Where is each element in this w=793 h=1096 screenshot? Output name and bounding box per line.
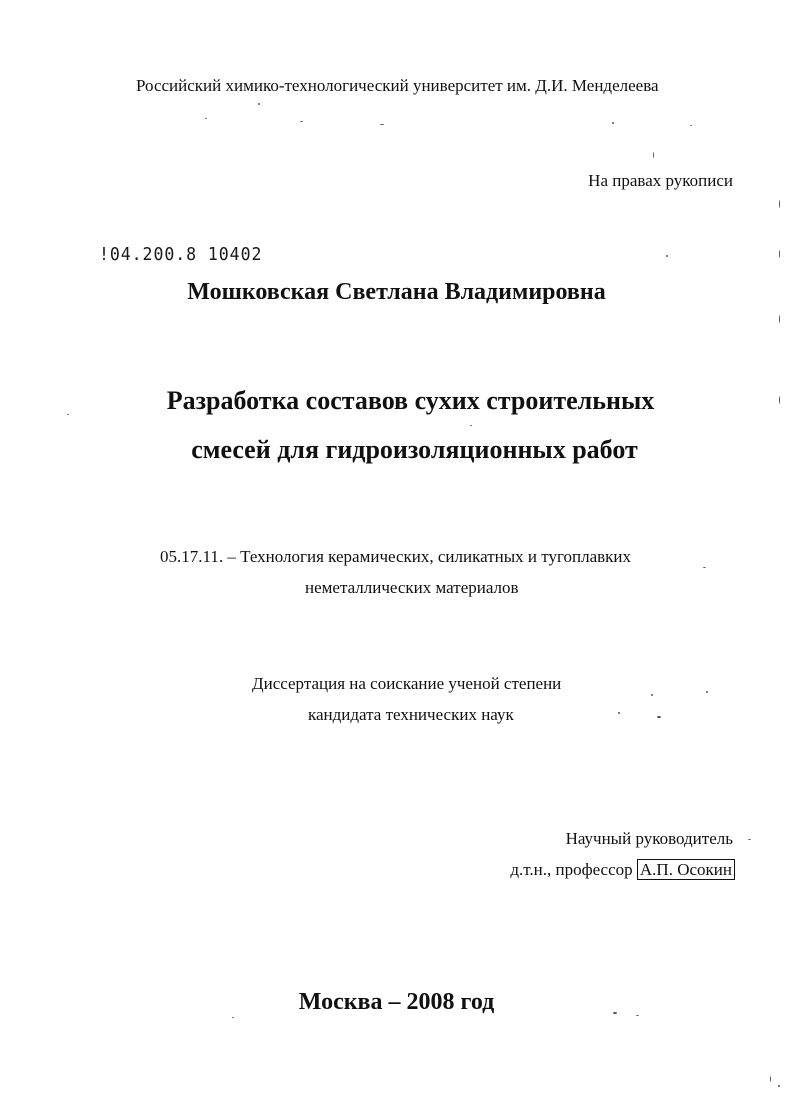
scan-speck — [690, 125, 692, 126]
scan-speck — [666, 255, 668, 257]
scan-speck — [779, 396, 780, 404]
scan-speck — [778, 1085, 780, 1087]
dissertation-title-line-1: Разработка составов сухих строительных — [166, 386, 655, 415]
supervisor-label: Научный руководитель — [565, 829, 733, 848]
scan-speck — [380, 124, 384, 125]
city-year: Москва – 2008 год — [298, 989, 495, 1015]
dissertation-type-line-1: Диссертация на соискание ученой степени — [252, 674, 562, 693]
dissertation-type-line-2: кандидата технических наук — [308, 705, 514, 724]
scan-speck — [67, 414, 69, 415]
specialty-code-line-2: неметаллических материалов — [305, 578, 519, 597]
scan-speck — [636, 1015, 639, 1016]
scan-speck — [779, 315, 780, 323]
university-name: Российский химико-технологический университет им. Д.И. Менделеева — [136, 76, 659, 95]
library-stamp-number: !04.200.8 10402 — [99, 244, 263, 265]
scan-speck — [470, 425, 472, 426]
specialty-code-line-1: 05.17.11. – Технология керамических, силикатных и тугоплавких — [160, 547, 632, 566]
scan-speck — [770, 1076, 771, 1082]
scan-speck — [258, 103, 260, 105]
scan-speck — [612, 122, 614, 124]
scan-speck — [706, 691, 708, 693]
scan-speck — [779, 200, 780, 208]
scan-speck — [703, 567, 706, 568]
supervisor-info — [510, 860, 735, 880]
supervisor-name-box: А.П. Осокин — [637, 859, 735, 880]
scan-speck — [779, 250, 780, 258]
scan-speck — [657, 716, 661, 718]
scan-speck — [653, 152, 654, 158]
scan-speck — [618, 712, 620, 714]
scan-speck — [232, 1017, 234, 1018]
scan-speck — [748, 839, 751, 840]
scan-speck — [651, 694, 653, 696]
manuscript-rights-label: На правах рукописи — [588, 171, 733, 190]
dissertation-title-line-2: смесей для гидроизоляционных работ — [191, 435, 638, 464]
scan-speck — [613, 1012, 617, 1014]
scan-speck — [300, 121, 303, 122]
scan-speck — [205, 118, 207, 119]
author-name: Мошковская Светлана Владимировна — [187, 279, 606, 305]
supervisor-rank: д.т.н., профессор — [510, 860, 633, 879]
